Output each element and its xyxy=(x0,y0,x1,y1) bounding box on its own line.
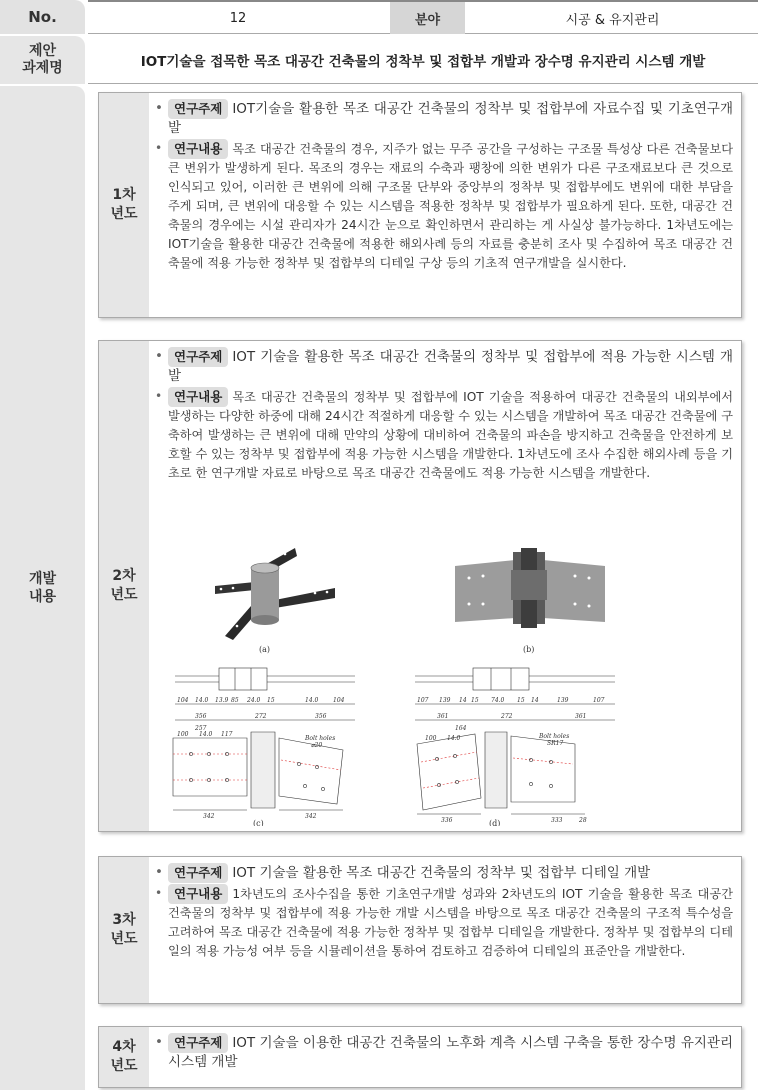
bullet-icon: • xyxy=(155,348,163,364)
year-1-section xyxy=(98,92,742,318)
research-theme-text: IOT 기술을 활용한 목조 대공간 건축물의 정착부 및 접합부에 적용 가능한 시스템 개발 xyxy=(168,349,733,384)
year-label: 2차 년도 xyxy=(99,341,149,831)
research-content xyxy=(155,387,733,483)
svg-text:107: 107 xyxy=(417,697,429,704)
svg-text:100: 100 xyxy=(425,735,437,742)
svg-text:164: 164 xyxy=(455,725,467,732)
svg-text:14.0: 14.0 xyxy=(199,731,213,738)
research-content-tag: 연구내용 xyxy=(168,884,228,904)
svg-text:139: 139 xyxy=(439,697,451,704)
research-content-text: 목조 대공간 건축물의 정착부 및 접합부에 IOT 기술을 적용하여 대공간 건축물의 내외부에서 발생하는 다양한 하중에 대해 24시간 적절하게 대응할 수 있는 시스템을 개발하여 목조 대공간 건축물에 구축하여 발생하는 큰 변위에 대해 만약의 상황에 대비하여 건축물의 파손을 방지하고 건축물을 안전하게 보호할 수 있는 정착부 및 접합부에 적용 가능한 시스템을 개발한다. 1차년도에 조사 수집한 해외사례 등을 기초로 한 연구개발 자료로 바탕으로 목조 대공간 건축물에도 적용 가능한 시스템을 개발한다. xyxy=(168,390,733,480)
svg-text:356: 356 xyxy=(315,713,327,720)
svg-text:85: 85 xyxy=(231,697,239,704)
svg-text:342: 342 xyxy=(203,813,215,820)
svg-text:Bolt holes: Bolt holes xyxy=(305,735,336,742)
svg-text:14.0: 14.0 xyxy=(305,697,319,704)
figure-caption: (b) xyxy=(523,645,535,654)
svg-text:15: 15 xyxy=(517,697,525,704)
svg-text:104: 104 xyxy=(177,697,189,704)
svg-text:74.0: 74.0 xyxy=(491,697,505,704)
svg-text:333: 333 xyxy=(551,817,563,824)
no-label: No. xyxy=(0,0,85,34)
research-theme xyxy=(155,1033,733,1072)
research-content-tag: 연구내용 xyxy=(168,139,228,159)
year-4-section xyxy=(98,1026,742,1088)
svg-text:139: 139 xyxy=(557,697,569,704)
research-content-text: 목조 대공간 건축물의 경우, 지주가 없는 무주 공간을 구성하는 구조물 특성상 다른 건축물보다 큰 변위가 발생하게 된다. 목조의 경우는 재료의 수축과 팽창에 의한 변위가 다른 구조재료보다 큰 것으로 인식되고 있어, 이러한 큰 변위에 의해 구조물 단부와 중앙부의 정착부 및 접합부에도 변위에 대한 부담을 주게 되며, 큰 변위에 대응할 수 있는 시스템을 적용한 정착부 및 접합부가 필요하게 된다. 또한, 대공간 건축물의 경우에는 시설 관리자가 24시간 눈으로 확인하면서 관리하는 게 사실상 불가능하다. 1차년도에는 IOT기술을 활용한 대공간 건축물에 적용한 해외사례 등의 자료를 충분히 조사 및 수집하여 목조 대공간 건축물에 적용 가능한 정착부 및 접합부의 디테일 구상 등의 기초적 연구개발을 실시한다. xyxy=(168,142,733,270)
svg-text:107: 107 xyxy=(593,697,605,704)
field-label: 분야 xyxy=(390,2,465,34)
field-value: 시공 & 유지관리 xyxy=(565,12,660,28)
svg-text:361: 361 xyxy=(437,713,449,720)
research-content-text: 1차년도의 조사수집을 통한 기초연구개발 성과와 2차년도의 IOT 기술을 활용한 목조 대공간 건축물의 정착부 및 접합부에 적용 가능한 개발 시스템을 바탕으로 목조 대공간 건축물의 구조적 특수성을 고려하여 목조 대공간 건축물에 적용 가능한 정착부 및 접합부 디테일을 개발한다. 정착부 및 접합부의 디테일의 적용 가능성 여부 등을 시뮬레이션을 통하여 검토하고 검증하여 디테일의 표준안을 개발한다. xyxy=(168,887,733,958)
svg-text:28: 28 xyxy=(579,817,587,824)
year-label: 3차 년도 xyxy=(99,857,149,1003)
svg-text:⌀20: ⌀20 xyxy=(311,742,323,749)
research-theme-text: IOT 기술을 이용한 대공간 건축물의 노후화 계측 시스템 구축을 통한 장수명 유지관리 시스템 개발 xyxy=(168,1035,733,1070)
research-theme-text: IOT기술을 활용한 목조 대공간 건축물의 정착부 및 접합부에 자료수집 및 기초연구개발 xyxy=(168,101,733,136)
bullet-icon: • xyxy=(155,389,163,403)
svg-text:104: 104 xyxy=(333,697,345,704)
svg-text:257: 257 xyxy=(195,725,207,732)
svg-text:342: 342 xyxy=(305,813,317,820)
figure-b-connector xyxy=(455,548,605,654)
research-content xyxy=(155,139,733,273)
svg-text:14.0: 14.0 xyxy=(447,735,461,742)
year-label: 1차 년도 xyxy=(99,93,149,317)
bullet-icon: • xyxy=(155,886,163,900)
figure-caption: (d) xyxy=(489,819,501,826)
research-content-tag: 연구내용 xyxy=(168,387,228,407)
svg-text:14: 14 xyxy=(531,697,539,704)
year-label: 4차 년도 xyxy=(99,1027,149,1087)
research-theme-tag: 연구주제 xyxy=(168,99,228,119)
year-2-section xyxy=(98,340,742,832)
svg-text:14.0: 14.0 xyxy=(195,697,209,704)
svg-text:15: 15 xyxy=(267,697,275,704)
research-theme-tag: 연구주제 xyxy=(168,1033,228,1053)
research-theme xyxy=(155,99,733,138)
svg-text:356: 356 xyxy=(195,713,207,720)
bullet-icon: • xyxy=(155,141,163,155)
title-label: 제안 과제명 xyxy=(0,36,85,84)
svg-text:100: 100 xyxy=(177,731,189,738)
research-theme xyxy=(155,347,733,386)
research-theme xyxy=(155,863,733,883)
research-content xyxy=(155,884,733,961)
svg-text:Bolt holes: Bolt holes xyxy=(539,733,570,740)
figure-c-dimensions xyxy=(177,697,345,720)
svg-text:117: 117 xyxy=(221,731,233,738)
no-value: 12 xyxy=(229,10,247,26)
figure-a-connector xyxy=(215,548,335,654)
figure-caption: (c) xyxy=(253,819,264,826)
project-title: IOT기술을 접목한 목조 대공간 건축물의 정착부 및 접합부 개발과 장수명 유지관리 시스템 개발 xyxy=(88,36,758,84)
svg-text:272: 272 xyxy=(255,713,267,720)
svg-text:13.9: 13.9 xyxy=(215,697,229,704)
year-3-section xyxy=(98,856,742,1004)
svg-text:361: 361 xyxy=(575,713,587,720)
svg-text:24.0: 24.0 xyxy=(247,697,261,704)
figure-d-dimensions xyxy=(417,697,605,720)
svg-text:14: 14 xyxy=(459,697,467,704)
svg-text:272: 272 xyxy=(501,713,513,720)
connection-detail-figure xyxy=(155,526,735,826)
research-theme-text: IOT 기술을 활용한 목조 대공간 건축물의 정착부 및 접합부 디테일 개발 xyxy=(232,865,651,881)
research-theme-tag: 연구주제 xyxy=(168,863,228,883)
svg-text:15: 15 xyxy=(471,697,479,704)
development-content-label: 개발 내용 xyxy=(0,86,85,1090)
svg-text:SR17: SR17 xyxy=(547,740,564,747)
figure-caption: (a) xyxy=(259,645,271,654)
bullet-icon: • xyxy=(155,864,163,880)
bullet-icon: • xyxy=(155,100,163,116)
research-theme-tag: 연구주제 xyxy=(168,347,228,367)
bullet-icon: • xyxy=(155,1034,163,1050)
svg-text:336: 336 xyxy=(441,817,453,824)
